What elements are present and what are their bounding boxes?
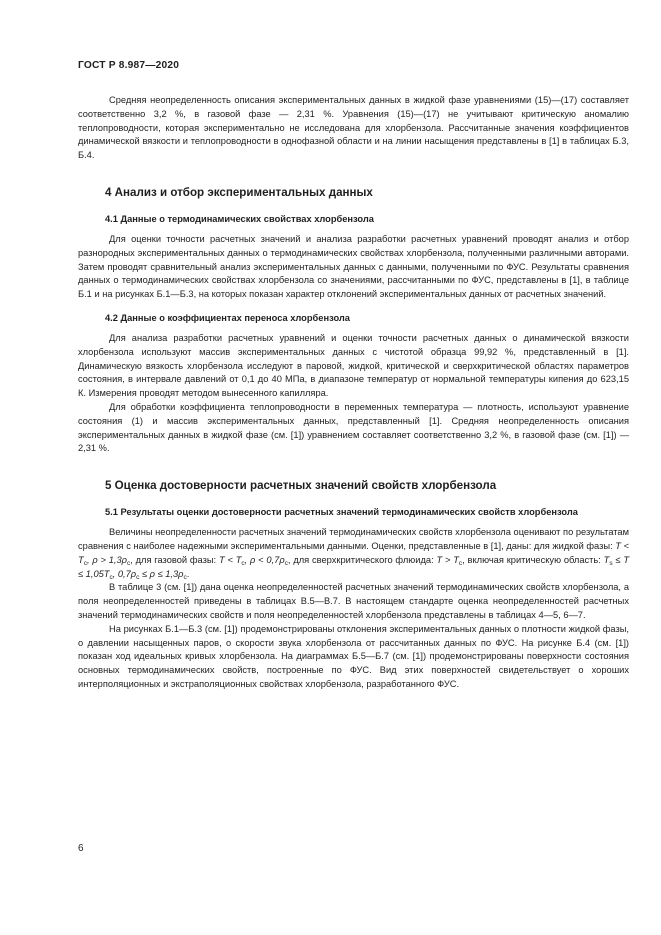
cond-gas-t: T < T [218,554,242,565]
cond-crit-range: ≤ T ≤ 1,05T [78,554,630,579]
subsection-4-2-paragraph-1: Для анализа разработки расчетных уравнений и оценки точности расчетных данных о динамической вязкости хлорбензола используют массив экспериментальных данных с чистотой образца 99,92 %, представленный в [1]. Динамическую вязкость хлорбензола исследуют в паровой, жидкой, критической и сверхкритической областях параметров состояния, в интервале давлений от 0,1 до 40 МПа, в диапазоне температур от нормальной температуры кипения до 623,15 К. Измерения проводят методом вынесенного капилляра. [78,332,629,399]
sub-c-3: c [241,559,245,567]
p1-text-b: , для газовой фазы: [130,554,219,565]
standard-code: ГОСТ Р 8.987—2020 [78,60,180,71]
sub-c-4: c [284,559,288,567]
sub-c-5: c [458,559,463,567]
cond-liquid-t: T < T [78,540,630,565]
p1-text-c: , для сверхкритического флюида: [287,554,437,565]
section-5-heading: 5 Оценка достоверности расчетных значений свойств хлорбензола [105,479,497,493]
cond-crit-t: T [603,554,610,565]
subsection-5-1-paragraph-2: В таблице 3 (см. [1]) дана оценка неопределенностей расчетных значений термодинамических свойств хлорбензола, а поля неопределенностей приведены в таблицах В.5—В.7. В настоящем стандарте оценка неопределенностей расчетных значений термодинамических свойств и поля неопределенностей хлорбензола представлены в таблицах 4—5, 6—7. [78,582,629,620]
cond-gas-rho: , ρ < 0,7ρ [244,554,285,565]
cond-super-t: T > T [436,554,459,565]
subsection-4-2-paragraph-2: Для обработки коэффициента теплопроводности в переменных температура — плотность, используют уравнение состояния (1) и массив экспериментальных данных, представленный [1]. Средняя неопределенность описания экспериментальных данных в жидкой фазе (см. [1]) уравнением составляет соответственно 3,2 %, в газовой фазе (см. [1]) — 2,31 %. [78,401,629,454]
cond-crit-rho-high: ≤ ρ ≤ 1,3ρ [139,568,184,579]
p1-text-end: . [186,568,190,579]
p1-text-d: , включая критическую область: [462,554,604,565]
page-number: 6 [78,843,84,854]
section-4-heading: 4 Анализ и отбор экспериментальных данных [105,185,373,199]
sub-c-8: c [183,573,187,581]
cond-crit-rho-low: , 0,7ρ [112,568,137,579]
sub-s: s [609,559,613,567]
subsection-5-1-paragraph-3: На рисунках Б.1—Б.3 (см. [1]) продемонстрированы отклонения экспериментальных данных о плотности жидкой фазы, о давлении насыщенных паров, о скорости звука хлорбензола от рассчитанных данных по ФУС. На рисунке Б.4 (см. [1]) показан ход идеальных кривых хлорбензола. На диаграммах Б.5—Б.7 (см. [1]) продемонстрированы поверхности состояния основных термодинамических свойств, построенные по ФУС. Вид этих поверхностей свидетельствует о хороших интерполяционных и экстраполяционных свойствах хлорбензола, разработанного ФУС. [78,623,629,689]
subsection-5-1-heading: 5.1 Результаты оценки достоверности расчетных значений термодинамических свойств хлорбензола [105,507,578,518]
sub-c-7: c [136,573,140,581]
sub-c-6: c [109,573,113,581]
p1-text-a: Величины неопределенности расчетных значений термодинамических свойств хлорбензола оценивают по результатам сравнения с наиболее надежными экспериментальными данными. Оценки, представленные в [1], даны: для жидкой фазы: [78,527,629,551]
intro-paragraph: Средняя неопределенность описания экспериментальных данных в жидкой фазе уравнениями (15)—(17) составляет соответственно 3,2 %, в газовой фазе — 2,31 %. Уравнения (15)—(17) не учитывают критическую аномалию теплопроводности, которая экспериментально не исследована для хлорбензола. Рассчитанные значения коэффициентов динамической вязкости и теплопроводности в однофазной области и на линии насыщения представлены в [1] в таблицах Б.3, Б.4. [78,95,629,161]
sub-c-1: c [83,559,87,567]
subsection-4-2-heading: 4.2 Данные о коэффициентах переноса хлорбензола [105,312,350,323]
subsection-5-1-paragraph-1 [78,526,629,581]
subsection-4-1-heading: 4.1 Данные о термодинамических свойствах хлорбензола [105,213,374,224]
cond-liquid-rho: , ρ > 1,3ρ [86,554,127,565]
document-body [78,94,629,692]
sub-c-2: c [126,559,131,567]
subsection-4-1-paragraph: Для оценки точности расчетных значений и анализа разработки расчетных уравнений проводят анализ и отбор разнородных экспериментальных данных о термодинамических свойствах хлорбензола, полученными различными авторами. Затем проводят сравнительный анализ экспериментальных данных с данными, полученными по ФУС. Результаты сравнения данных о термодинамических свойствах хлорбензола со значениями, рассчитанными по ФУС, представлены в [1], в таблице Б.1 и на рисунках Б.1—Б.3, на которых показан характер отклонений экспериментальных данных от расчетных значений. [78,233,629,300]
